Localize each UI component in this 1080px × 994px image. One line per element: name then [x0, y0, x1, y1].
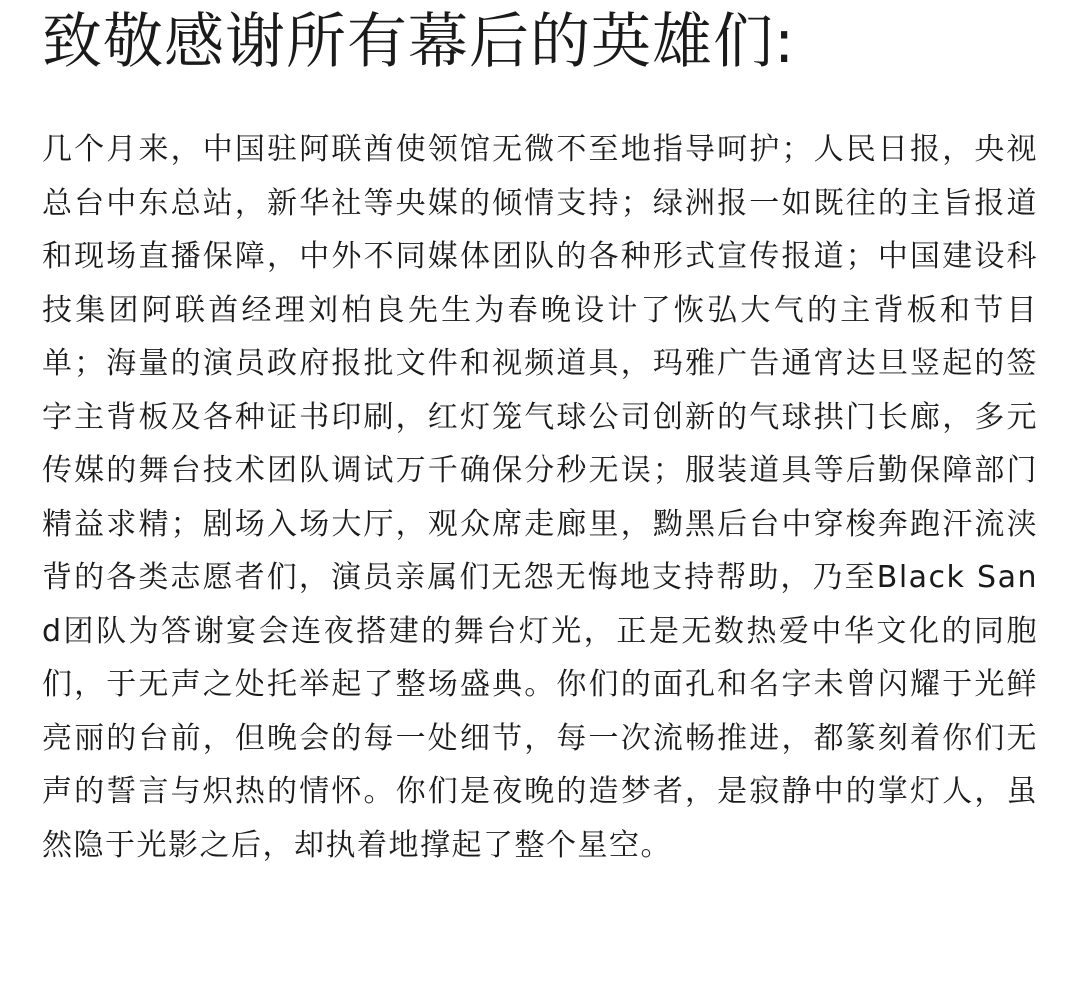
- article-body: 几个月来，中国驻阿联酋使领馆无微不至地指导呵护；人民日报，央视总台中东总站，新华社等央媒的倾情支持；绿洲报一如既往的主旨报道和现场直播保障，中外不同媒体团队的各种形式宣传报道；中国建设科技集团阿联酋经理刘柏良先生为春晚设计了恢弘大气的主背板和节目单；海量的演员政府报批文件和视频道具，玛雅广告通宵达旦竖起的签字主背板及各种证书印刷，红灯笼气球公司创新的气球拱门长廊，多元传媒的舞台技术团队调试万千确保分秒无误；服装道具等后勤保障部门精益求精；剧场入场大厅，观众席走廊里，黝黑后台中穿梭奔跑汗流浃背的各类志愿者们，演员亲属们无怨无悔地支持帮助，乃至Black Sand团队为答谢宴会连夜搭建的舞台灯光，正是无数热爱中华文化的同胞们，于无声之处托举起了整场盛典。你们的面孔和名字未曾闪耀于光鲜亮丽的台前，但晚会的每一处细节，每一次流畅推进，都篆刻着你们无声的誓言与炽热的情怀。你们是夜晚的造梦者，是寂静中的掌灯人，虽然隐于光影之后，却执着地撑起了整个星空。: [42, 132, 1038, 863]
- article-heading: 致敬感谢所有幕后的英雄们:: [42, 7, 796, 77]
